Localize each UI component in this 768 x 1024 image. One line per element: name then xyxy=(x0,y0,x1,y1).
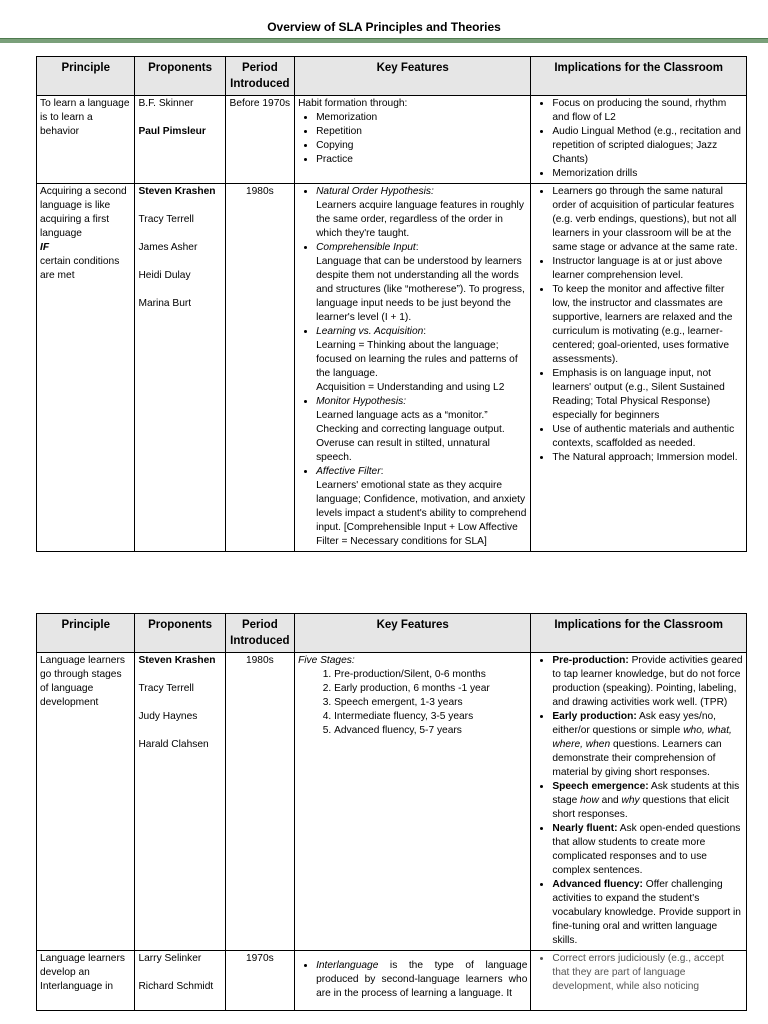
implication-list xyxy=(534,654,743,948)
proponent: Marina Burt xyxy=(138,298,192,309)
colon: : xyxy=(423,326,427,337)
list-item: • Instructor language is at or just above learner comprehension level. xyxy=(552,255,743,283)
proponent: Larry Selinker xyxy=(138,953,202,964)
cell-implications xyxy=(531,653,747,951)
feature-desc: Acquisition = Understanding and using L2 xyxy=(316,382,505,393)
list-item: • Audio Lingual Method (e.g., recitation and repetition of scripted dialogues; Jazz Chants) xyxy=(552,125,743,167)
header-implications: Implications for the Classroom xyxy=(531,614,747,653)
list-item: • The Natural approach; Immersion model. xyxy=(552,451,743,465)
proponent: B.F. Skinner xyxy=(138,98,194,109)
cell-implications xyxy=(531,96,747,184)
cell-period: 1980s xyxy=(225,653,294,951)
list-item: • Practice xyxy=(316,153,527,167)
list-item: • Focus on producing the sound, rhythm and flow of L2 xyxy=(552,97,743,125)
list-item xyxy=(552,710,743,780)
cell-implications xyxy=(531,951,747,1011)
proponent: Heidi Dulay xyxy=(138,270,191,281)
table-row xyxy=(37,96,747,184)
stage-desc: Ask open-ended questions that allow students to create more complicated responses and to use complex sentences. xyxy=(552,823,741,876)
list-item xyxy=(552,822,743,878)
feature-desc: Learners' emotional state as they acquire language; Confidence, motivation, and anxiety levels impact a student's ability to comprehend input. [Comprehensible Input + Low Affective Filter = Necessary conditions for SLA] xyxy=(316,480,527,547)
proponent: Steven Krashen xyxy=(138,186,216,197)
principle-if: IF xyxy=(40,242,50,253)
list-item xyxy=(552,654,743,710)
list-item: • Correct errors judiciously (e.g., accept that they are part of language development, while also noticing xyxy=(552,952,743,994)
stage-desc: Ask students at this stage xyxy=(552,781,740,806)
cell-key-features xyxy=(295,96,531,184)
header-key-features: Key Features xyxy=(295,57,531,96)
stage-label: Pre-production: xyxy=(552,655,629,666)
header-principle: Principle xyxy=(37,57,135,96)
proponent: Tracy Terrell xyxy=(138,214,194,225)
stage-desc-italic: how xyxy=(580,795,599,806)
stages-title: Five Stages: xyxy=(298,655,355,666)
principle-text: certain conditions are met xyxy=(40,256,120,281)
stage-desc: questions. Learners can demonstrate their comprehension of material by giving short responses. xyxy=(552,739,722,778)
cell-key-features xyxy=(295,951,531,1011)
proponent: Tracy Terrell xyxy=(138,683,194,694)
list-item xyxy=(316,465,527,549)
list-item xyxy=(552,878,743,948)
feature-desc: is the type of language produced by second-language learners who are in the process of learning a language. It xyxy=(316,960,528,999)
list-item: 5. Advanced fluency, 5-7 years xyxy=(334,724,527,738)
feature-term: Natural Order Hypothesis: xyxy=(316,186,434,197)
stage-desc: Offer challenging activities to expand the student's vocabulary knowledge. Provide support in fine-tuning oral and written language skills. xyxy=(552,879,741,946)
stage-desc: questions that elicit short responses. xyxy=(552,795,730,820)
table-header-row xyxy=(37,57,747,96)
cell-proponents xyxy=(135,653,225,951)
stage-label: Nearly fluent: xyxy=(552,823,618,834)
header-proponents: Proponents xyxy=(135,57,225,96)
stage-label: Speech emergence: xyxy=(552,781,649,792)
list-item xyxy=(316,959,527,1001)
header-period: Period Introduced xyxy=(225,57,294,96)
feature-desc: Learning = Thinking about the language; focused on learning the rules and patterns of the language. xyxy=(316,340,518,379)
feature-desc: Learners acquire language features in roughly the same order, regardless of the order in which they're taught. xyxy=(316,200,524,239)
proponent: Paul Pimsleur xyxy=(138,126,206,137)
table-1 xyxy=(36,56,747,552)
feature-term: Monitor Hypothesis: xyxy=(316,396,407,407)
list-item: • To keep the monitor and affective filter low, the instructor and classmates are supportive, learners are relaxed and the curriculum is motivating (e.g., learner-centered; goal-oriented, uses formative assessments). xyxy=(552,283,743,367)
header-principle: Principle xyxy=(37,614,135,653)
proponent: Judy Haynes xyxy=(138,711,198,722)
list-item: 1. Pre-production/Silent, 0-6 months xyxy=(334,668,527,682)
feature-list xyxy=(298,959,527,1001)
list-item: 4. Intermediate fluency, 3-5 years xyxy=(334,710,527,724)
cell-period: 1980s xyxy=(225,184,294,552)
list-item: • Repetition xyxy=(316,125,527,139)
cell-period: Before 1970s xyxy=(225,96,294,184)
implication-list xyxy=(534,952,743,994)
colon: : xyxy=(415,242,419,253)
table-row xyxy=(37,951,747,1011)
implication-list xyxy=(534,97,743,181)
stage-desc-italic: who, what, where, when xyxy=(552,725,732,750)
stages-list xyxy=(320,668,527,738)
stage-desc: Ask easy yes/no, either/or questions or simple xyxy=(552,711,716,736)
cell-key-features xyxy=(295,184,531,552)
proponent: Richard Schmidt xyxy=(138,981,214,992)
header-key-features: Key Features xyxy=(295,614,531,653)
stage-desc: Provide activities geared to tap learner knowledge, but do not force production (speaking). Pointing, labeling, and drawing activities work well. (TPR) xyxy=(552,655,743,708)
table-row xyxy=(37,653,747,951)
table-header-row xyxy=(37,614,747,653)
feature-intro: Habit formation through: xyxy=(298,98,408,109)
principle-text: Acquiring a second language is like acquiring a first language xyxy=(40,186,127,239)
feature-list xyxy=(298,111,527,167)
proponent: Steven Krashen xyxy=(138,655,216,666)
feature-desc: Learned language acts as a “monitor.” Checking and correcting language output. Overuse can result in stilted, unnatural speech. xyxy=(316,410,505,463)
feature-term: Interlanguage xyxy=(316,960,379,971)
feature-term: Comprehensible Input xyxy=(316,242,416,253)
proponent: James Asher xyxy=(138,242,198,253)
cell-principle: To learn a language is to learn a behavior xyxy=(37,96,135,184)
header-proponents: Proponents xyxy=(135,614,225,653)
colon: : xyxy=(380,466,384,477)
list-item: 2. Early production, 6 months -1 year xyxy=(334,682,527,696)
proponent: Harald Clahsen xyxy=(138,739,209,750)
list-item xyxy=(316,395,527,465)
list-item: • Use of authentic materials and authentic contexts, scaffolded as needed. xyxy=(552,423,743,451)
cell-proponents xyxy=(135,96,225,184)
list-item: 3. Speech emergent, 1-3 years xyxy=(334,696,527,710)
cell-key-features xyxy=(295,653,531,951)
list-item: • Copying xyxy=(316,139,527,153)
title-rule xyxy=(0,38,768,43)
list-item: • Emphasis is on language input, not learners' output (e.g., Silent Sustained Reading; Total Physical Response) especially for beginners xyxy=(552,367,743,423)
header-implications: Implications for the Classroom xyxy=(531,57,747,96)
cell-proponents xyxy=(135,951,225,1011)
feature-list xyxy=(298,185,527,549)
feature-term: Learning vs. Acquisition xyxy=(316,326,424,337)
list-item: • Memorization drills xyxy=(552,167,743,181)
list-item: • Memorization xyxy=(316,111,527,125)
feature-desc: Language that can be understood by learners despite them not understanding all the words and structures (like “motherese”). To progress, language input needs to be just beyond the learner's level (I + 1). xyxy=(316,256,525,323)
list-item: • Learners go through the same natural order of acquisition of particular features (e.g. verb endings, questions), but not all learners in your classroom will be at the same stage or advance at the same rate. xyxy=(552,185,743,255)
cell-proponents xyxy=(135,184,225,552)
cell-principle: Language learners go through stages of language development xyxy=(37,653,135,951)
cell-period: 1970s xyxy=(225,951,294,1011)
list-item xyxy=(316,185,527,241)
stage-desc-italic: why xyxy=(621,795,640,806)
cell-principle xyxy=(37,184,135,552)
table-2 xyxy=(36,613,747,1011)
stage-desc: and xyxy=(598,795,622,806)
header-period: Period Introduced xyxy=(225,614,294,653)
stage-label: Early production: xyxy=(552,711,637,722)
feature-term: Affective Filter xyxy=(316,466,381,477)
list-item xyxy=(316,241,527,325)
cell-implications xyxy=(531,184,747,552)
stage-label: Advanced fluency: xyxy=(552,879,643,890)
implication-list xyxy=(534,185,743,465)
table-row xyxy=(37,184,747,552)
list-item xyxy=(316,325,527,395)
cell-principle: Language learners develop an Interlanguage in xyxy=(37,951,135,1011)
list-item xyxy=(552,780,743,822)
document-title: Overview of SLA Principles and Theories xyxy=(267,20,501,34)
